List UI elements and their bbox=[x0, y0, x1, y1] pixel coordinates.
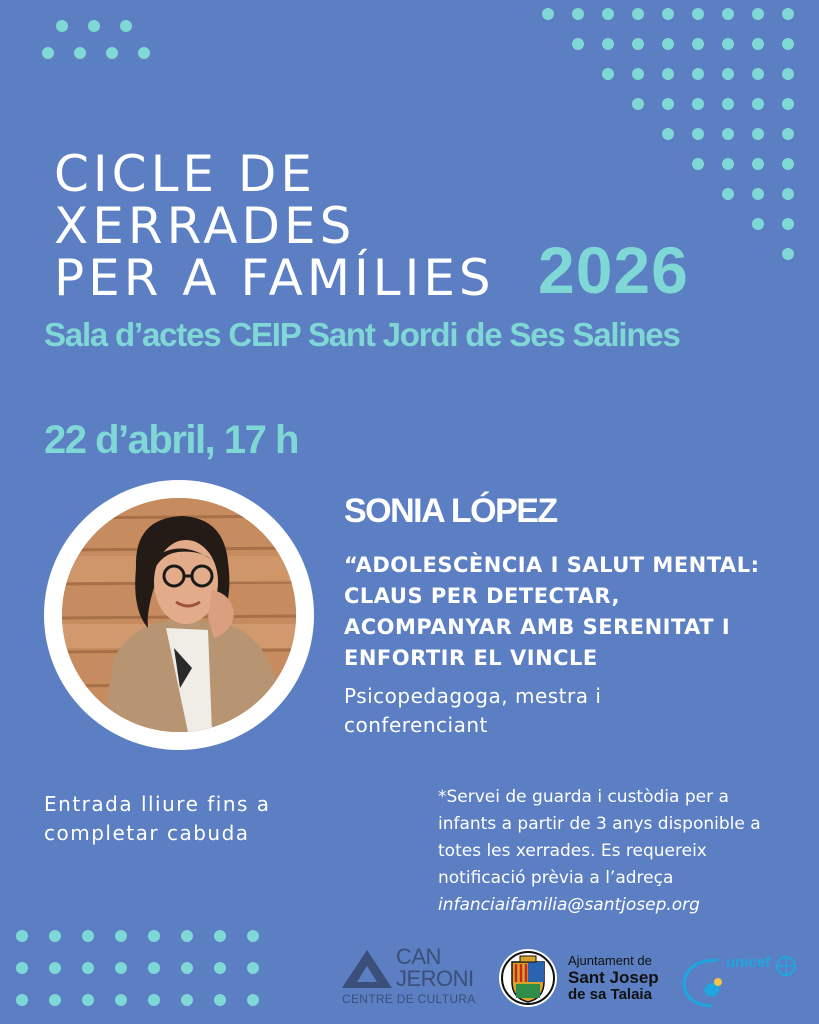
decorative-dot bbox=[214, 962, 226, 974]
decorative-dot bbox=[572, 38, 584, 50]
decorative-dot bbox=[782, 218, 794, 230]
talk-title bbox=[344, 550, 804, 674]
title-line-1: CICLE DE bbox=[54, 145, 317, 203]
decorative-dot bbox=[106, 47, 118, 59]
decorative-dot bbox=[782, 188, 794, 200]
notice-email[interactable]: infanciaifamilia@santjosep.org bbox=[438, 895, 700, 915]
decorative-dot bbox=[752, 38, 764, 50]
talk-title-line: ACOMPANYAR AMB SERENITAT I bbox=[344, 615, 731, 639]
decorative-dot bbox=[49, 962, 61, 974]
venue-text: Sala d’actes CEIP Sant Jordi de Ses Salines bbox=[44, 316, 680, 353]
notice-line: notificació prèvia a l’adreça bbox=[438, 868, 674, 888]
decorative-dot bbox=[692, 8, 704, 20]
can-jeroni-name: JERONI bbox=[396, 966, 474, 991]
decorative-dot bbox=[662, 8, 674, 20]
decorative-dot bbox=[662, 98, 674, 110]
talk-title-line: CLAUS PER DETECTAR, bbox=[344, 584, 620, 608]
decorative-dot bbox=[752, 188, 764, 200]
decorative-dot bbox=[115, 930, 127, 942]
decorative-dot bbox=[782, 8, 794, 20]
title-line-3: PER A FAMÍLIES bbox=[54, 249, 495, 307]
talk-title-line: “ADOLESCÈNCIA I SALUT MENTAL: bbox=[344, 553, 760, 577]
decorative-dot bbox=[115, 962, 127, 974]
decorative-dot bbox=[247, 962, 259, 974]
decorative-dot bbox=[214, 930, 226, 942]
page-title bbox=[54, 145, 495, 307]
decorative-dot bbox=[148, 962, 160, 974]
decorative-dot bbox=[782, 38, 794, 50]
decorative-dot bbox=[782, 128, 794, 140]
decorative-dot bbox=[722, 158, 734, 170]
unicef-wordmark: unicef bbox=[726, 954, 771, 971]
decorative-dot bbox=[602, 8, 614, 20]
decorative-dot bbox=[181, 994, 193, 1006]
decorative-dot bbox=[16, 962, 28, 974]
speaker-role bbox=[344, 682, 664, 740]
talk-title-line: ENFORTIR EL VINCLE bbox=[344, 646, 598, 670]
decorative-dot bbox=[782, 98, 794, 110]
childcare-notice bbox=[438, 784, 808, 919]
decorative-dot bbox=[247, 930, 259, 942]
decorative-dot bbox=[752, 98, 764, 110]
decorative-dot bbox=[692, 128, 704, 140]
decorative-dot bbox=[602, 68, 614, 80]
title-year: 2026 bbox=[538, 233, 689, 307]
decorative-dot bbox=[632, 68, 644, 80]
decorative-dot bbox=[542, 8, 554, 20]
unicef-emblem-icon bbox=[678, 954, 728, 1008]
ajuntament-logo bbox=[498, 948, 698, 1012]
decorative-dot bbox=[692, 98, 704, 110]
entry-info-line: Entrada lliure fins a bbox=[44, 792, 271, 816]
decorative-dot bbox=[782, 158, 794, 170]
can-jeroni-name: CAN bbox=[396, 944, 441, 969]
decorative-dot bbox=[49, 930, 61, 942]
entry-info bbox=[44, 790, 344, 848]
decorative-dot bbox=[120, 20, 132, 32]
decorative-dot bbox=[752, 128, 764, 140]
ajuntament-line-1: Ajuntament de bbox=[568, 953, 652, 968]
speaker-name: SONIA LÓPEZ bbox=[344, 492, 557, 530]
decorative-dot bbox=[82, 962, 94, 974]
decorative-dot bbox=[662, 128, 674, 140]
decorative-dot bbox=[42, 47, 54, 59]
decorative-dot bbox=[752, 8, 764, 20]
ajuntament-line-2: Sant Josep bbox=[568, 968, 659, 987]
decorative-dot bbox=[692, 158, 704, 170]
can-jeroni-triangle-icon bbox=[340, 948, 394, 990]
ajuntament-line-3: de sa Talaia bbox=[568, 986, 652, 1003]
decorative-dot bbox=[82, 930, 94, 942]
decorative-dot bbox=[82, 994, 94, 1006]
decorative-dot bbox=[782, 248, 794, 260]
title-line-2: XERRADES bbox=[54, 197, 356, 255]
decorative-dot bbox=[602, 38, 614, 50]
decorative-dot bbox=[49, 994, 61, 1006]
decorative-dot bbox=[692, 68, 704, 80]
decorative-dot bbox=[181, 930, 193, 942]
decorative-dot bbox=[752, 68, 764, 80]
speaker-role-line: Psicopedagoga, mestra i bbox=[344, 684, 602, 708]
speaker-photo bbox=[62, 498, 296, 732]
decorative-dot bbox=[148, 994, 160, 1006]
decorative-dot bbox=[74, 47, 86, 59]
decorative-dot bbox=[662, 68, 674, 80]
unicef-logo bbox=[678, 952, 808, 1012]
decorative-dot bbox=[722, 98, 734, 110]
decorative-dot bbox=[16, 994, 28, 1006]
entry-info-line: completar cabuda bbox=[44, 821, 250, 845]
decorative-dot bbox=[56, 20, 68, 32]
speaker-role-line: conferenciant bbox=[344, 713, 488, 737]
decorative-dot bbox=[148, 930, 160, 942]
decorative-dot bbox=[138, 47, 150, 59]
decorative-dot bbox=[632, 38, 644, 50]
decorative-dot bbox=[722, 68, 734, 80]
decorative-dot bbox=[214, 994, 226, 1006]
decorative-dot bbox=[181, 962, 193, 974]
decorative-dot bbox=[722, 38, 734, 50]
coat-of-arms-icon bbox=[498, 948, 558, 1008]
decorative-dot bbox=[115, 994, 127, 1006]
decorative-dot bbox=[722, 8, 734, 20]
decorative-dot bbox=[88, 20, 100, 32]
event-date: 22 d’abril, 17 h bbox=[44, 418, 298, 462]
decorative-dot bbox=[752, 218, 764, 230]
decorative-dot bbox=[692, 38, 704, 50]
decorative-dot bbox=[722, 128, 734, 140]
decorative-dot bbox=[16, 930, 28, 942]
decorative-dot bbox=[572, 8, 584, 20]
decorative-dot bbox=[247, 994, 259, 1006]
decorative-dot bbox=[722, 188, 734, 200]
notice-line: infants a partir de 3 anys disponible a bbox=[438, 814, 761, 834]
can-jeroni-logo bbox=[340, 946, 480, 1010]
decorative-dot bbox=[632, 8, 644, 20]
decorative-dot bbox=[752, 158, 764, 170]
notice-line: totes les xerrades. Es requereix bbox=[438, 841, 707, 861]
notice-line: *Servei de guarda i custòdia per a bbox=[438, 787, 729, 807]
decorative-dot bbox=[662, 38, 674, 50]
globe-icon bbox=[776, 956, 796, 976]
decorative-dot bbox=[632, 98, 644, 110]
can-jeroni-subtitle: CENTRE DE CULTURA bbox=[342, 992, 476, 1006]
decorative-dot bbox=[782, 68, 794, 80]
